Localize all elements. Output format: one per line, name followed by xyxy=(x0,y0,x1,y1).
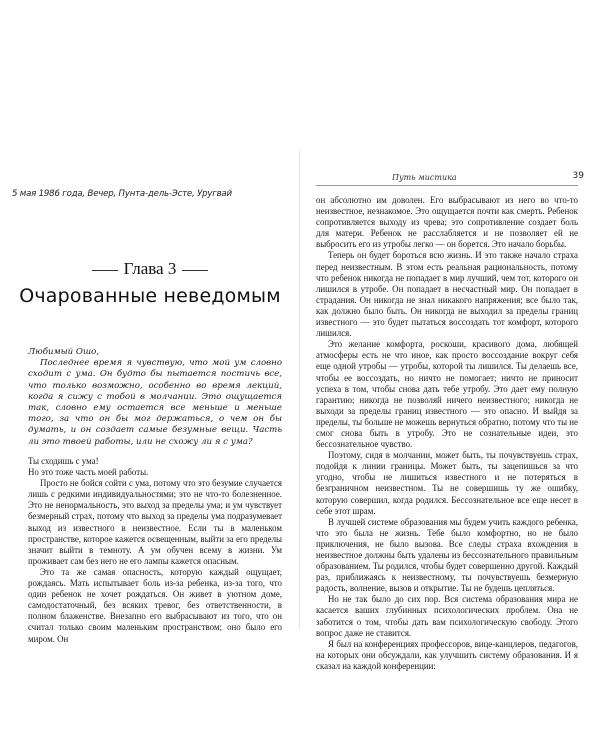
paragraph: В лучшей системе образования мы будем учить каждого ребенка, что это была не жизнь. Тебе было комфортно, но не было приключения, не было вызова. Все следы страха вхождения в неизвестное должны быть удалены из бессознательного правильным образованием. Ты родился, чтобы будет совершенно другой. Каждый раз, приближаясь к неизвестному, ты почувствуешь безмерную радость, волнение, вызов и открытие. Ты не будешь цепляться. xyxy=(316,516,578,594)
chapter-rule-right xyxy=(182,270,208,271)
paragraph: Но это тоже часть моей работы. xyxy=(28,467,149,478)
paragraph: Поэтому, сидя в молчании, может быть, ты почувствуешь страх, подойдя к линии границы. Может быть, ты зацепишься за что угодно, чтобы не лишиться известного и не потеряться в безграничном неизвестном. Ты не совершишь ту же ошибку, которую совершил, когда родился. Бессознательное все еще несет в себе этот шрам. xyxy=(316,450,578,516)
right-page xyxy=(300,0,600,750)
left-body-text xyxy=(28,456,282,645)
letter-question: Последнее время я чувствую, что мой ум словно сходит с ума. Он будто бы пытается постичь все, что только возможно, особенно во время лекций, когда я сижу с тобой в молчании. Это ощущается так, словно ему остается все меньше и меньше того, за что он бы мог держаться, о чем он бы думать, и он создает самые безумные вещи. Часть ли это твоей работы, или не схожу ли я с ума? xyxy=(28,358,282,447)
page-number: 39 xyxy=(572,171,584,181)
paragraph: Я был на конференциях профессоров, вице-канцлеров, педагогов, на которых они обсуждали, как улучшить систему образования. И я сказал на каждой конференции: xyxy=(316,638,578,671)
paragraph: Теперь он будет бороться всю жизнь. И это также начало страха перед неизвестным. В этом есть реальная рациональность, потому что ребенок никогда не попадает в мир лучший, чем тот, которого он лишился в утробе. Он попадает в несчастный мир. Он попадает в страдания. Он никогда не знал никакого напряжения; все было так, как должно было быть. Он никогда не выходил за пределы границ известного — это будет пытаться воссоздать тот комфорт, которого лишился. xyxy=(316,250,578,339)
letter-salutation: Любимый Ошо, xyxy=(28,347,99,357)
right-body-text xyxy=(316,195,578,672)
paragraph: Но не так было до сих пор. Вся система образования мира не касается ваших глубинных психологических проблем. Она не заботится о том, чтобы дать вам психологическую свободу. Этого вопрос даже не ставится. xyxy=(316,594,578,638)
dateline: 5 мая 1986 года, Вечер, Пунта-дель-Эсте, Уругвай xyxy=(12,189,232,199)
question-letter xyxy=(28,347,282,448)
paragraph: Это та же самая опасность, которую каждый ощущает, рождаясь. Мать испытывает боль из-за ребенка, из-за того, что один ребенок не хочет рождаться. Он живет в уютном доме, самодостаточный, без всяких тревог, без ответственности, в полном блаженстве. Внезапно его выбрасывают из того, что он считал только своим маленьким пространством; оно было его миром. Он xyxy=(28,566,282,644)
chapter-number-text: Глава 3 xyxy=(123,259,177,278)
running-head: Путь мистика xyxy=(392,173,457,182)
chapter-rule-left xyxy=(92,270,118,271)
paragraph: Ты сходишь с ума! xyxy=(28,456,99,466)
chapter-title: Очарованные неведомым xyxy=(19,285,281,307)
paragraph: он абсолютно им доволен. Его выбрасывают из него во что-то неизвестное, незнакомое. Это ощущается почти как смерть. Ребенок сопротивляется выходу из чрева; это сопротивление создает боль для матери. Ребенок не расслабляется и не позволяет ей не выбросить его из утробы легко — он борется. Это начало борьбы. xyxy=(316,195,578,250)
chapter-number xyxy=(0,259,300,279)
header-rule xyxy=(316,185,578,186)
paragraph: Это желание комфорта, роскоши, красивого дома, любящей атмосферы есть не что иное, как просто воссоздание вокруг себя еще одной утробы — утробы, которой ты лишился. Ты делаешь все, чтобы ее воссоздать, но ничто не помогает; ничто не приносит успеха в том, чтобы снова дать тебе утробу. Это дает ему полную гарантию; никогда не позволяй ничего неизвестного; никогда не выходи за пределы границ известного — это опасно. И выйдя за пределы, ты больше не можешь вернуться обратно, потому что ты не смог снова быть в утробу. Это не сознательные идеи, это бессознательное чувство. xyxy=(316,339,578,450)
paragraph: Просто не бойся сойти с ума, потому что это безумие случается лишь с редкими индивидуальностями; это не что-то болезненное. Это не ненормальность, это выход за пределы ума; и ум чувствует безмерный страх, потому что выход за пределы ума подразумевает выход из известного в неизвестное. Если ты в маленьком пространстве, которое кажется освещенным, выйти за его пределы значит выйти в темноту. А ум обучен всему в жизни. Ум проживает сам без него не его лампы кажется опасным. xyxy=(28,478,282,566)
